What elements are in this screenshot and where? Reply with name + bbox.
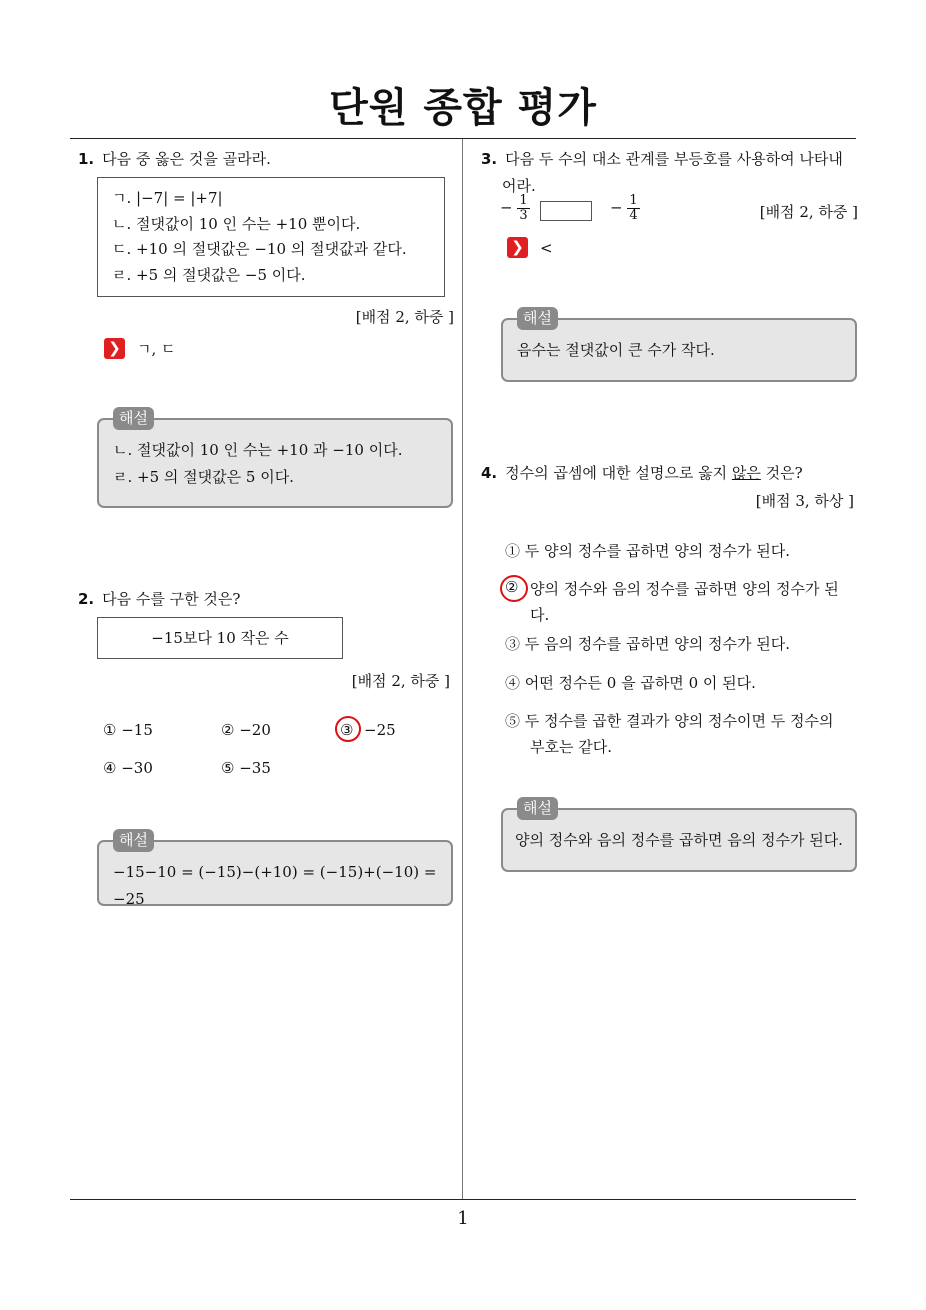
question-text: 다음 두 수의 대소 관계를 부등호를 사용하여 나타내	[505, 150, 843, 168]
column-divider	[462, 139, 463, 1200]
explanation-tag: 해설	[517, 797, 558, 820]
explanation-line-1: −15−10 = (−15)−(+10) = (−15)+(−10) = −25	[113, 863, 437, 908]
question-text: 정수의 곱셈에 대한 설명으로 옳지	[505, 464, 732, 482]
option-2-number[interactable]: ②	[505, 578, 519, 596]
minus-sign: −	[500, 198, 513, 217]
score-label: [배점 2, 하중 ]	[351, 672, 450, 690]
answer-arrow-icon: ❯	[104, 338, 125, 359]
option-2[interactable]: ② −20	[221, 721, 271, 739]
score-label: [배점 2, 하중 ]	[759, 203, 858, 221]
explanation-line-1: 양의 정수와 음의 정수를 곱하면 음의 정수가 된다.	[515, 831, 843, 849]
numerator: 1	[629, 193, 638, 208]
question-number: 3.	[481, 150, 498, 168]
fraction-right	[610, 194, 640, 223]
explanation-line-2: ㄹ. +5 의 절댓값은 5 이다.	[113, 468, 294, 486]
option-1[interactable]: ① −15	[103, 721, 153, 739]
option-5-continued[interactable]: 부호는 같다.	[530, 738, 612, 756]
explanation-tag: 해설	[113, 407, 154, 430]
option-3[interactable]: ③ 두 음의 정수를 곱하면 양의 정수가 된다.	[505, 635, 790, 653]
explanation-line-1: 음수는 절댓값이 큰 수가 작다.	[517, 341, 715, 359]
answer-text: <	[540, 238, 553, 257]
answer-row	[507, 237, 553, 258]
question-text-end: 것은?	[760, 464, 803, 482]
condition-box: −15보다 10 작은 수	[97, 617, 343, 659]
fraction-left	[500, 194, 530, 223]
answer-arrow-icon: ❯	[507, 237, 528, 258]
option-5[interactable]: ⑤ −35	[221, 759, 271, 777]
option-2-continued[interactable]: 다.	[530, 606, 550, 624]
option-4[interactable]: ④ −30	[103, 759, 153, 777]
answer-row	[104, 338, 176, 359]
minus-sign: −	[610, 198, 623, 217]
question-number: 2.	[78, 590, 95, 608]
question-1	[78, 146, 271, 172]
option-1[interactable]: ① 두 양의 정수를 곱하면 양의 정수가 된다.	[505, 542, 790, 560]
statement-4: ㄹ. +5 의 절댓값은 −5 이다.	[112, 265, 306, 284]
denominator: 3	[519, 208, 528, 223]
explanation-box	[97, 409, 453, 508]
denominator: 4	[629, 208, 638, 223]
top-rule	[70, 138, 856, 139]
selected-answer-circle	[500, 575, 528, 602]
question-text: 다음 중 옳은 것을 골라라.	[102, 150, 271, 168]
statement-3: ㄷ. +10 의 절댓값은 −10 의 절댓값과 같다.	[112, 240, 407, 258]
question-text-continued: 어라.	[502, 177, 536, 195]
question-text: 다음 수를 구한 것은?	[102, 590, 241, 608]
bottom-rule	[70, 1199, 856, 1200]
question-number: 1.	[78, 150, 95, 168]
question-number: 4.	[481, 464, 498, 482]
statement-box	[97, 177, 445, 297]
question-2	[78, 586, 240, 612]
page-number: 1	[457, 1208, 469, 1229]
page-title: 단원 종합 평가	[329, 85, 597, 131]
option-2[interactable]: 양의 정수와 음의 정수를 곱하면 양의 정수가 된	[530, 580, 839, 598]
option-4[interactable]: ④ 어떤 정수든 0 을 곱하면 0 이 된다.	[505, 674, 756, 692]
explanation-box	[501, 309, 857, 382]
numerator: 1	[519, 193, 528, 208]
selected-answer-circle	[335, 716, 361, 742]
answer-blank[interactable]	[540, 201, 592, 221]
statement-2: ㄴ. 절댓값이 10 인 수는 +10 뿐이다.	[112, 214, 361, 233]
answer-text: ㄱ, ㄷ	[137, 340, 176, 358]
option-5[interactable]: ⑤ 두 정수를 곱한 결과가 양의 정수이면 두 정수의	[505, 712, 834, 730]
option-3-number[interactable]: ③	[340, 721, 354, 739]
underlined-word: 않은	[731, 464, 761, 482]
option-3[interactable]: −25	[364, 721, 396, 739]
explanation-box	[501, 799, 857, 872]
question-4	[481, 460, 803, 486]
score-label: [배점 3, 하상 ]	[755, 492, 854, 510]
explanation-line-1: ㄴ. 절댓값이 10 인 수는 +10 과 −10 이다.	[113, 441, 403, 459]
question-3	[481, 146, 861, 172]
statement-1: ㄱ. |−7| = |+7|	[112, 189, 223, 207]
score-label: [배점 2, 하중 ]	[355, 308, 454, 326]
explanation-tag: 해설	[113, 829, 154, 852]
explanation-box	[97, 831, 453, 908]
explanation-tag: 해설	[517, 307, 558, 330]
